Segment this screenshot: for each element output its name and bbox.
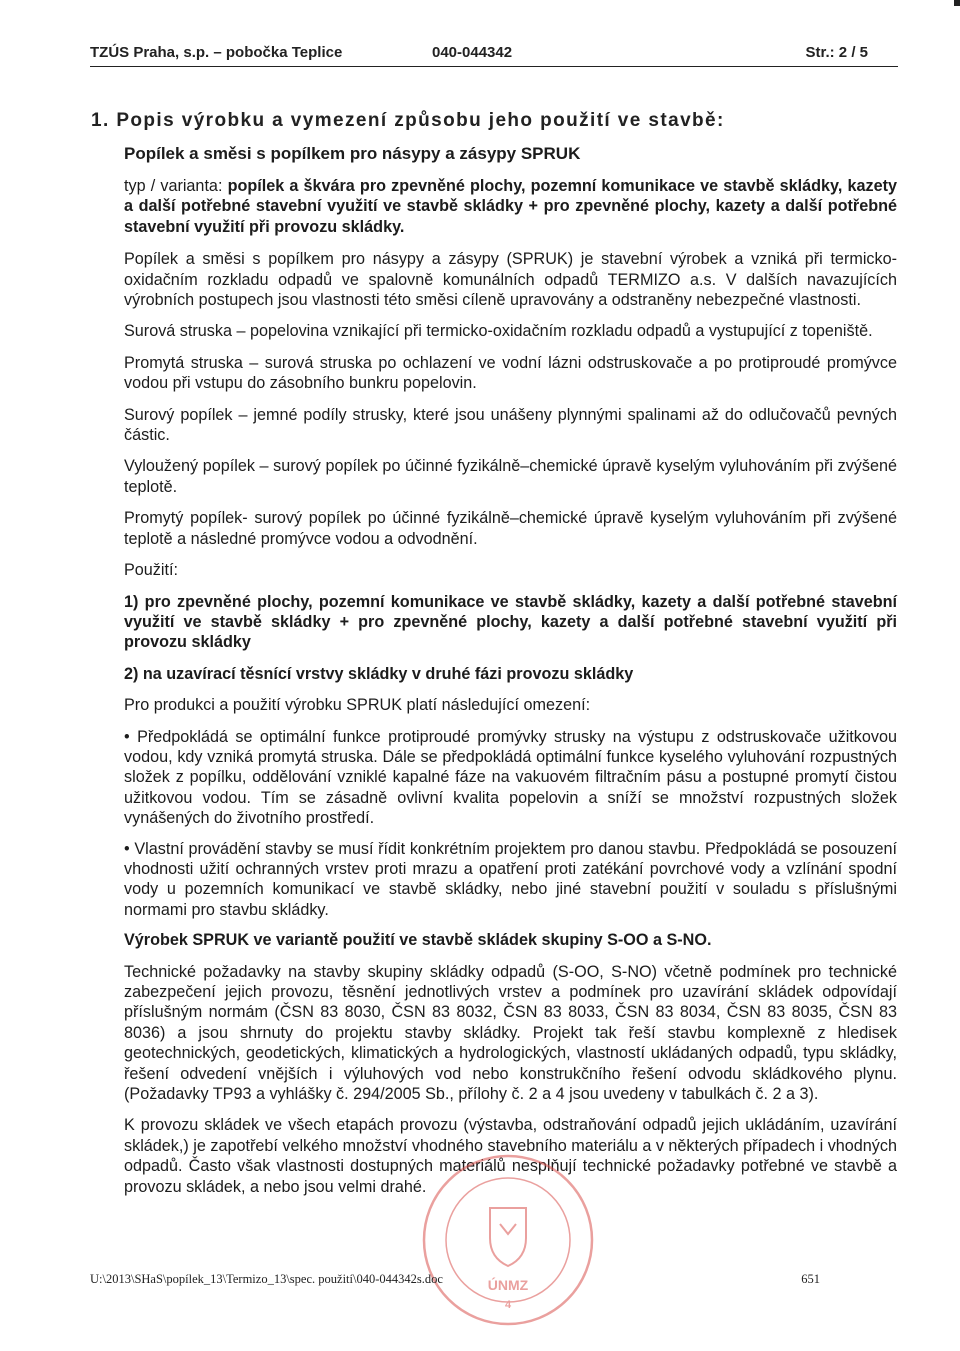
paragraph-use-label: Použití: — [124, 561, 178, 580]
restriction-bullet-2: • Vlastní provádění stavby se musí řídit konkrétním projektem pro danou stavbu. Předpokládá se posouzení vhodnosti užití ochranných vrstev proti mrazu a opatření proti zatékání povrchové vody a vzlínání spodní vody u pozemních komunikací ve stavbě skládky, nebo jiné stavební použití v souladu s příslušnými normami pro stavbu skládky. — [124, 839, 897, 919]
restriction-bullet-1: • Předpokládá se optimální funkce protiproudé promývky strusky na výstupu z odstruskovače užitkovou vodou, kdy vzniká promytá struska. Dále se předpokládá optimální funkce kyselého vyluhování rozpustných složek z popílku, oddělování vzniklé kapalné fáze na vakuovém filtračním pásu a postupné promytí čistou užitkovou vodou. Tím se zásadně ovlivní kvalita popelovin a sníží se množství rozpustných složek vynášených do životního prostředí. — [124, 727, 897, 828]
corner-mark — [954, 0, 960, 6]
paragraph-raw-slag: Surová struska – popelovina vznikající při termicko-oxidačním rozkladu odpadů a vystupující z topeniště. — [124, 322, 873, 341]
use-item-1: 1) pro zpevněné plochy, pozemní komunikace ve stavbě skládky, kazety a další potřebné stavební využití ve stavbě skládky + pro zpevněné plochy, kazety a další potřebné stavební využití při provozu skládky — [124, 592, 897, 652]
stamp-number: 4 — [504, 1299, 512, 1311]
type-variant-text: popílek a škvára pro zpevněné plochy, pozemní komunikace ve stavbě skládky, kazety a další potřebné stavební využití ve stavbě skládky + pro zpevněné plochy, kazety a další potřebné stavební využití při provozu skládky. — [124, 177, 897, 236]
paragraph-raw-ash: Surový popílek – jemné podíly strusky, které jsou unášeny plynnými spalinami až do odlučovačů pevných částic. — [124, 405, 897, 445]
official-stamp — [418, 1150, 598, 1330]
header-company: TZÚS Praha, s.p. – pobočka Teplice — [90, 44, 343, 61]
footer-number: 651 — [801, 1272, 820, 1286]
page-header — [90, 44, 898, 67]
stamp-text: ÚNMZ — [487, 1277, 529, 1293]
section-heading: 1. Popis výrobku a vymezení způsobu jeho použití ve stavbě: — [91, 110, 725, 131]
paragraph-washed-slag: Promytá struska – surová struska po ochlazení ve vodní lázni odstruskovače a po protiproudé promývce vodou při vstupu do zásobního bunkru popelovin. — [124, 353, 897, 393]
use-item-2: 2) na uzavírací těsnící vrstvy skládky v druhé fázi provozu skládky — [124, 664, 634, 683]
paragraph-leached-ash: Vyloužený popílek – surový popílek po účinné fyzikálně–chemické úpravě kyselým vyluhováním při zvýšené teplotě. — [124, 457, 897, 496]
variant-heading: Výrobek SPRUK ve variantě použití ve stavbě skládek skupiny S-OO a S-NO. — [124, 931, 712, 950]
final-paragraph: K provozu skládek ve všech etapách provozu (výstavba, odstraňování odpadů jejich ukládáním, uzavírání skládek,) je zapotřebí velkého množství vhodného stavebního materiálu a v některých případech i vhodných odpadů. Často však vlastnosti dostupných materiálů nesplňují technické požadavky potřebné ve stavbě a provozu skládek, a nebo jsou velmi drahé. — [124, 1116, 897, 1196]
document-body — [124, 176, 897, 1208]
restrictions-intro: Pro produkci a použití výrobku SPRUK platí následující omezení: — [124, 696, 591, 715]
paragraph-washed-ash: Promytý popílek- surový popílek po účinné fyzikálně–chemické úpravě kyselým vyluhováním při zvýšené teplotě a následné promývce vodou a odvodnění. — [124, 509, 897, 548]
technical-requirements: Technické požadavky na stavby skupiny skládky odpadů (S-OO, S-NO) včetně podmínek pro technické zabezpečení jejich provozu, těsnění jednotlivých vrstev a podmínek pro uzavírání skládek odpovídají příslušným normám (ČSN 83 8030, ČSN 83 8032, ČSN 83 8033, ČSN 83 8034, ČSN 83 8035, ČSN 83 8036) a jsou shrnuty do projektu stavby skládky. Projekt tak řeší stavbu komplexně z hledisek geotechnických, geodetických, klimatických a hydrologických, vlastností ukládaných odpadů, typu skládky, řešení odvedení vnějších i výluhových vod nebo konstrukčního řešení odvodu skládkového plynu. (Požadavky TP93 a vyhlášky č. 294/2005 Sb., přílohy č. 2 a 4 jsou uvedeny v tabulkách č. 2 a 3). — [124, 962, 897, 1104]
paragraph-intro: Popílek a směsi s popílkem pro násypy a zásypy (SPRUK) je stavební výrobek a vzniká při termicko-oxidačním rozkladu odpadů ve spalovně komunálních odpadů TERMIZO a.s. V dalších navazujících výrobních postupech jsou vlastnosti této směsi cíleně upravovány a odstraněny nebezpečné vlastnosti. — [124, 250, 897, 310]
product-title: Popílek a směsi s popílkem pro násypy a zásypy SPRUK — [124, 144, 581, 163]
type-variant-label: typ / varianta: — [124, 177, 223, 195]
type-variant — [124, 176, 897, 237]
footer-file-path: U:\2013\SHaS\popílek_13\Termizo_13\spec. použití\040-044342s.doc — [90, 1272, 443, 1286]
header-page-number: Str.: 2 / 5 — [805, 44, 868, 61]
header-doc-number: 040-044342 — [432, 44, 513, 61]
